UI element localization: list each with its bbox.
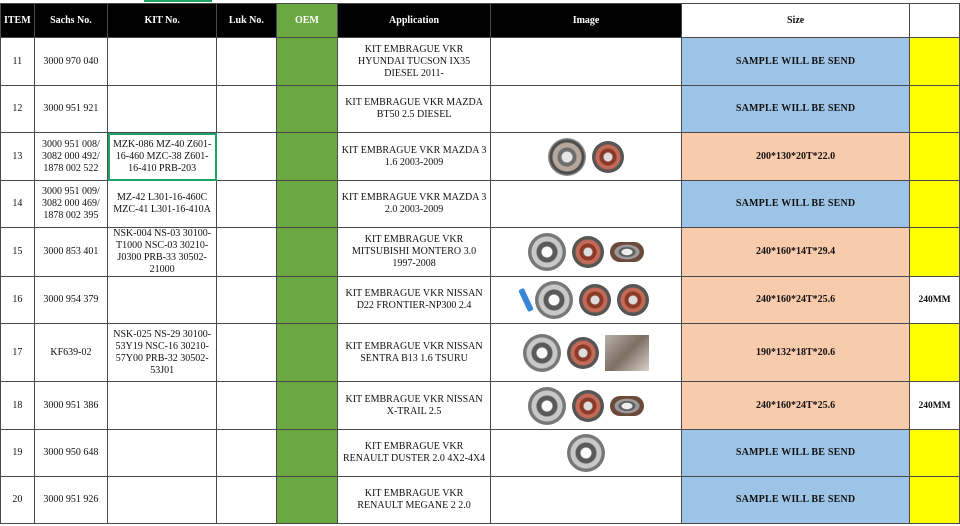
cell-size[interactable]: 190*132*18T*20.6 — [682, 324, 910, 382]
cell-kit[interactable]: MZK-086 MZ-40 Z601-16-460 MZC-38 Z601-16-410 PRB-203 — [108, 133, 217, 181]
cell-item[interactable]: 19 — [1, 430, 35, 477]
header-row — [1, 4, 960, 38]
clutch-kit-icon — [567, 434, 605, 472]
clutch-disc-icon — [567, 337, 599, 369]
cell-oem[interactable] — [276, 38, 338, 86]
release-bearing-icon — [610, 242, 644, 262]
cell-application[interactable]: KIT EMBRAGUE VKR RENAULT MEGANE 2 2.0 — [338, 477, 491, 524]
cell-size-extra[interactable] — [910, 181, 960, 228]
parts-table — [0, 3, 960, 524]
image-thumbs — [494, 233, 678, 271]
cell-size[interactable]: 200*130*20T*22.0 — [682, 133, 910, 181]
release-bearing-icon — [610, 396, 644, 416]
cell-kit[interactable] — [108, 86, 217, 133]
cell-size-extra[interactable] — [910, 477, 960, 524]
cell-kit[interactable] — [108, 477, 217, 524]
cell-sachs[interactable]: 3000 951 921 — [34, 86, 108, 133]
cell-application[interactable]: KIT EMBRAGUE VKR RENAULT DUSTER 2.0 4X2-4X4 — [338, 430, 491, 477]
cell-luk[interactable] — [217, 133, 277, 181]
cell-kit[interactable] — [108, 277, 217, 324]
cell-kit[interactable]: NSK-004 NS-03 30100-T1000 NSC-03 30210-J0300 PRB-33 30502-21000 — [108, 228, 217, 277]
cell-image[interactable] — [490, 477, 681, 524]
table-row — [1, 277, 960, 324]
cell-image[interactable] — [490, 430, 681, 477]
table-row — [1, 228, 960, 277]
table-row — [1, 38, 960, 86]
table-row — [1, 86, 960, 133]
table-row — [1, 477, 960, 524]
cell-luk[interactable] — [217, 38, 277, 86]
cell-application[interactable]: KIT EMBRAGUE VKR MAZDA 3 2.0 2003-2009 — [338, 181, 491, 228]
cell-application[interactable]: KIT EMBRAGUE VKR NISSAN X-TRAIL 2.5 — [338, 382, 491, 430]
cell-sachs[interactable]: 3000 951 386 — [34, 382, 108, 430]
clutch-plate-icon — [592, 141, 624, 173]
pressure-plate-icon — [523, 334, 561, 372]
cell-image[interactable] — [490, 38, 681, 86]
cell-item[interactable]: 18 — [1, 382, 35, 430]
cell-size-extra[interactable]: 240MM — [910, 382, 960, 430]
clutch-disc-icon — [572, 236, 604, 268]
image-thumbs — [494, 138, 678, 176]
cell-oem[interactable] — [276, 324, 338, 382]
cell-size[interactable]: SAMPLE WILL BE SEND — [682, 430, 910, 477]
image-thumbs — [494, 434, 678, 472]
cell-oem[interactable] — [276, 430, 338, 477]
header-image[interactable]: Image — [490, 4, 681, 38]
cell-size-extra[interactable] — [910, 324, 960, 382]
cell-size[interactable]: SAMPLE WILL BE SEND — [682, 86, 910, 133]
cell-size-extra[interactable] — [910, 86, 960, 133]
pressure-plate-icon — [528, 387, 566, 425]
cell-item[interactable]: 15 — [1, 228, 35, 277]
cell-luk[interactable] — [217, 324, 277, 382]
cell-kit[interactable]: MZ-42 L301-16-460C MZC-41 L301-16-410A — [108, 181, 217, 228]
pressure-plate-icon — [535, 281, 573, 319]
cell-size[interactable]: SAMPLE WILL BE SEND — [682, 38, 910, 86]
cell-application[interactable]: KIT EMBRAGUE VKR HYUNDAI TUCSON IX35 DIESEL 2011- — [338, 38, 491, 86]
pressure-plate-icon — [528, 233, 566, 271]
cell-image[interactable] — [490, 324, 681, 382]
image-thumbs — [494, 334, 678, 372]
header-kit[interactable]: KIT No. — [108, 4, 217, 38]
header-size[interactable]: Size — [682, 4, 910, 38]
header-luk[interactable]: Luk No. — [217, 4, 277, 38]
cell-image[interactable] — [490, 228, 681, 277]
cell-size[interactable]: SAMPLE WILL BE SEND — [682, 181, 910, 228]
active-column-marker — [144, 0, 212, 2]
cell-item[interactable]: 12 — [1, 86, 35, 133]
cell-sachs[interactable]: 3000 951 008/ 3082 000 492/ 1878 002 522 — [34, 133, 108, 181]
cell-sachs[interactable]: 3000 853 401 — [34, 228, 108, 277]
cell-application[interactable]: KIT EMBRAGUE VKR MAZDA 3 1.6 2003-2009 — [338, 133, 491, 181]
cell-oem[interactable] — [276, 86, 338, 133]
cell-kit[interactable] — [108, 38, 217, 86]
clutch-disc-icon — [572, 390, 604, 422]
cell-item[interactable]: 17 — [1, 324, 35, 382]
bearing-box-icon — [605, 335, 649, 371]
image-thumbs — [494, 387, 678, 425]
cell-luk[interactable] — [217, 181, 277, 228]
header-application[interactable]: Application — [338, 4, 491, 38]
header-oem[interactable]: OEM — [276, 4, 338, 38]
cell-image[interactable] — [490, 277, 681, 324]
cell-size-extra[interactable] — [910, 38, 960, 86]
disc-icon — [548, 138, 586, 176]
cell-oem[interactable] — [276, 133, 338, 181]
table-row — [1, 430, 960, 477]
clutch-disc-icon — [579, 284, 611, 316]
cell-sachs[interactable]: 3000 951 009/ 3082 000 469/ 1878 002 395 — [34, 181, 108, 228]
cell-luk[interactable] — [217, 86, 277, 133]
table-row — [1, 382, 960, 430]
cell-application[interactable]: KIT EMBRAGUE VKR MITSUBISHI MONTERO 3.0 1997-2008 — [338, 228, 491, 277]
cell-luk[interactable] — [217, 382, 277, 430]
cell-luk[interactable] — [217, 228, 277, 277]
cell-item[interactable]: 20 — [1, 477, 35, 524]
alignment-tool-icon — [518, 288, 534, 312]
cell-luk[interactable] — [217, 477, 277, 524]
cell-sachs[interactable]: KF639-02 — [34, 324, 108, 382]
cell-luk[interactable] — [217, 430, 277, 477]
cell-kit[interactable]: NSK-025 NS-29 30100-53Y19 NSC-16 30210-57Y00 PRB-32 30502-53J01 — [108, 324, 217, 382]
cell-sachs[interactable]: 3000 954 379 — [34, 277, 108, 324]
table-row — [1, 133, 960, 181]
header-blank[interactable] — [910, 4, 960, 38]
clutch-disc-icon — [617, 284, 649, 316]
cell-oem[interactable] — [276, 181, 338, 228]
cell-oem[interactable] — [276, 277, 338, 324]
cell-size-extra[interactable] — [910, 133, 960, 181]
cell-luk[interactable] — [217, 277, 277, 324]
cell-sachs[interactable]: 3000 970 040 — [34, 38, 108, 86]
table-row — [1, 181, 960, 228]
cell-oem[interactable] — [276, 228, 338, 277]
image-thumbs — [494, 281, 678, 319]
cell-sachs[interactable]: 3000 951 926 — [34, 477, 108, 524]
cell-application[interactable]: KIT EMBRAGUE VKR MAZDA BT50 2.5 DIESEL — [338, 86, 491, 133]
cell-item[interactable]: 13 — [1, 133, 35, 181]
cell-size-extra[interactable] — [910, 430, 960, 477]
cell-image[interactable] — [490, 133, 681, 181]
cell-size-extra[interactable] — [910, 228, 960, 277]
cell-image[interactable] — [490, 86, 681, 133]
cell-item[interactable]: 11 — [1, 38, 35, 86]
cell-application[interactable]: KIT EMBRAGUE VKR NISSAN D22 FRONTIER-NP300 2.4 — [338, 277, 491, 324]
cell-item[interactable]: 16 — [1, 277, 35, 324]
cell-size-extra[interactable]: 240MM — [910, 277, 960, 324]
cell-size[interactable]: 240*160*24T*25.6 — [682, 382, 910, 430]
cell-size[interactable]: 240*160*14T*29.4 — [682, 228, 910, 277]
cell-sachs[interactable]: 3000 950 648 — [34, 430, 108, 477]
header-item[interactable]: ITEM — [1, 4, 35, 38]
cell-application[interactable]: KIT EMBRAGUE VKR NISSAN SENTRA B13 1.6 TSURU — [338, 324, 491, 382]
cell-size[interactable]: 240*160*24T*25.6 — [682, 277, 910, 324]
cell-size[interactable]: SAMPLE WILL BE SEND — [682, 477, 910, 524]
cell-image[interactable] — [490, 181, 681, 228]
cell-item[interactable]: 14 — [1, 181, 35, 228]
header-sachs[interactable]: Sachs No. — [34, 4, 108, 38]
cell-image[interactable] — [490, 382, 681, 430]
cell-oem[interactable] — [276, 382, 338, 430]
cell-oem[interactable] — [276, 477, 338, 524]
table-row — [1, 324, 960, 382]
cell-kit[interactable] — [108, 382, 217, 430]
cell-kit[interactable] — [108, 430, 217, 477]
